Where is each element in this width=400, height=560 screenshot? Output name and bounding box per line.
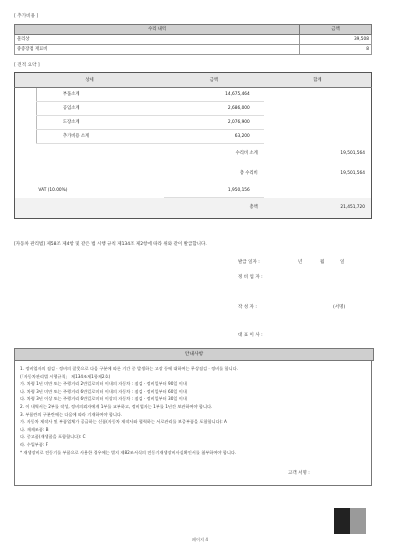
table-row <box>15 198 372 219</box>
notice-line: 가. 차령 1년 미만 또는 주행거리 2만킬로미터 이내의 자동차 : 점검 · 정비일부터 90일 이내 <box>20 381 187 387</box>
cost-amount: 39,508 <box>300 35 372 45</box>
additional-subtotal-amount: 63,200 <box>164 130 264 144</box>
notice-line: 라. 수입부품: F <box>20 441 49 447</box>
notice-line: 가. 자동차 제작사 및 부품업체가 공급하는 신품(자동차 제작사와 협력하는 서로관리를 보증부품을 포함합니다): A <box>20 419 227 425</box>
header-detail: 상세 <box>15 73 165 88</box>
customer-signature-label: 고객 서명 : <box>288 471 310 476</box>
table-row <box>15 130 372 144</box>
repair-subtotal-total: 19,501,564 <box>340 150 365 156</box>
header-amount: 금액 <box>164 73 264 88</box>
notice-line: 다. 중고품(재생품을 포함합니다): C <box>20 434 86 440</box>
grand-total-label: 총액 <box>249 205 258 210</box>
print-registration-mark <box>334 508 350 534</box>
header-total: 합계 <box>264 73 372 88</box>
grand-total-value: 21,451,720 <box>340 204 365 210</box>
issue-date-day: 일 <box>340 260 345 265</box>
business-operator-label: 정 비 업 자 : <box>238 275 263 280</box>
issue-date-year: 년 <box>298 260 303 265</box>
total-repair-total: 19,501,564 <box>340 171 365 176</box>
seal-mark: (서명) <box>333 305 346 310</box>
notice-line: 3. 부품란의 구분란에는 다음에 따라 기재하여야 합니다. <box>20 411 123 417</box>
author-label: 작 성 자 : <box>238 305 257 310</box>
notice-line: 나. 차령 3년 미만 또는 주행거리 6만킬로미터 이내의 자동차 : 점검 · 정비일부터 60일 이내 <box>20 388 187 394</box>
additional-costs-section-label: [ 추가비용 ] <box>14 14 39 19</box>
table-row <box>15 35 372 45</box>
total-repair-label: 총 수리비 <box>239 171 258 176</box>
vat-amount: 1,950,156 <box>164 184 264 198</box>
estimate-summary-table <box>14 72 372 219</box>
table-row <box>15 164 372 184</box>
notice-line: 2. 이 내역서는 2부를 작성, 정비의뢰자에게 1부를 교부하고, 정비업자는 1부를 1년간 보관하여야 합니다. <box>20 403 213 409</box>
cost-amount: 8 <box>300 45 372 55</box>
vat-label: VAT (10.00%) <box>38 188 68 194</box>
labor-subtotal-label: 공임소계 <box>36 102 164 116</box>
issue-date-label: 발급 일자 : <box>238 260 260 265</box>
legal-statement: [자동차 관리법] 제58조 제4항 및 같은 법 시행 규칙 제134조 제2항에 따라 위와 같이 발급합니다. <box>14 242 207 247</box>
table-row <box>15 144 372 165</box>
paint-subtotal-amount: 2,076,900 <box>164 116 264 130</box>
print-registration-mark <box>350 508 366 534</box>
notice-title: 안내사항 <box>14 348 374 361</box>
notice-line: 다. 차령 3년 이상 또는 주행거리 6만킬로미터 이상의 자동차 : 점검 · 정비일부터 30일 이내 <box>20 396 187 402</box>
table-row <box>15 102 372 116</box>
issue-date-month: 월 <box>320 260 325 265</box>
header-amount: 금액 <box>300 25 372 35</box>
estimate-summary-section-label: [ 견적 요약 ] <box>14 63 40 68</box>
notice-line: 나. 재제조품: B <box>20 426 49 432</box>
table-row <box>15 116 372 130</box>
parts-subtotal-amount: 14,675,464 <box>164 88 264 102</box>
additional-subtotal-label: 추가비용 소계 <box>36 130 164 144</box>
repair-subtotal-label: 수리비 소계 <box>235 151 258 156</box>
cost-item: 중증장점 재료비 <box>15 45 300 55</box>
notice-line: (「자동차관리법 시행규칙」 제134조제1항제2호) <box>20 373 111 379</box>
table-row <box>15 45 372 55</box>
labor-subtotal-amount: 2,686,000 <box>164 102 264 116</box>
cost-item: 물리상 <box>15 35 300 45</box>
notice-line: 1. 정비업자의 점검 · 정비의 잘못으로 다음 구분에 따른 기간 중 발생하는 고장 등에 대하여는 무상점검 · 정비를 합니다. <box>20 366 239 371</box>
notice-box <box>14 360 372 486</box>
paint-subtotal-label: 도장소계 <box>36 116 164 130</box>
header-repair-item: 수리 내역 <box>15 25 300 35</box>
table-row <box>15 184 372 198</box>
representative-label: 대 표 이 사 : <box>238 333 263 338</box>
parts-subtotal-label: 부품소계 <box>36 88 164 102</box>
notice-line: * 재생장비로 전동기를 부품으로 사용한 경우에는 별지 제82조서식의 전동기재생장비사실확인서를 첨부하여야 합니다. <box>20 449 237 455</box>
additional-costs-table <box>14 24 372 55</box>
table-row <box>15 88 372 102</box>
page-number: 페이지 4 <box>191 537 209 542</box>
